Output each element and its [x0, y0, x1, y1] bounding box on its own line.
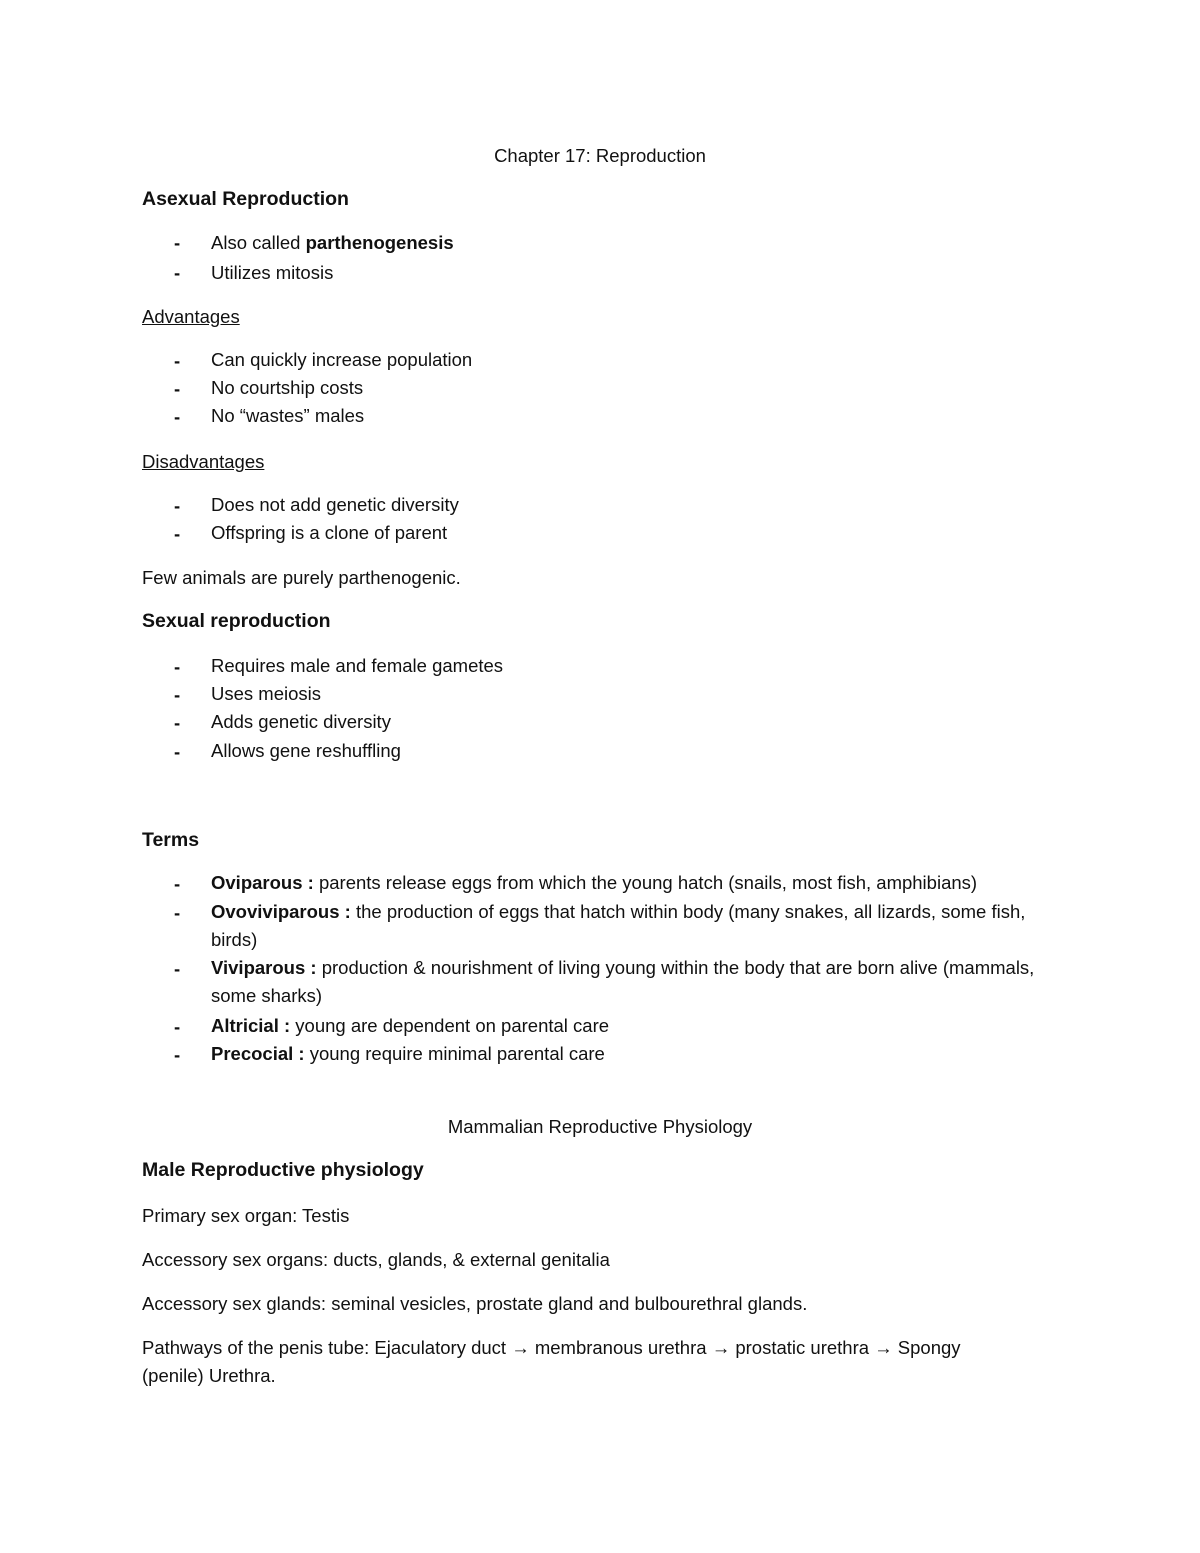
- term-definition: production & nourishment of living young within the body that are born alive (mammals, some sharks): [211, 957, 1035, 1006]
- accessory-sex-glands: Accessory sex glands: seminal vesicles, prostate gland and bulbourethral glands.: [142, 1293, 808, 1314]
- bullet-marker: -: [174, 1044, 181, 1065]
- list-item: Offspring is a clone of parent: [211, 522, 448, 543]
- term-name: Ovoviviparous :: [211, 901, 351, 922]
- bullet-marker: -: [174, 406, 181, 427]
- term-name: Oviparous :: [211, 872, 314, 893]
- bullet-marker: -: [174, 873, 181, 894]
- penis-pathway: Pathways of the penis tube: Ejaculatory duct → membranous urethra → prostatic urethra → Spongy: [142, 1337, 961, 1358]
- bullet-marker: -: [174, 712, 181, 733]
- male-heading: Male Reproductive physiology: [142, 1159, 424, 1181]
- list-item: No courtship costs: [211, 377, 364, 398]
- term-item: [211, 1012, 1041, 1040]
- arrow-right-icon: →: [711, 1337, 731, 1358]
- bullet-marker: -: [174, 232, 181, 253]
- list-item: Does not add genetic diversity: [211, 494, 459, 515]
- bullet-marker: -: [174, 741, 181, 762]
- bullet-marker: -: [174, 1016, 181, 1037]
- term-definition: the production of eggs that hatch within body (many snakes, all lizards, some fish, birds): [211, 901, 1026, 950]
- advantages-heading: Advantages: [142, 306, 240, 327]
- parthenogenic-note: Few animals are purely parthenogenic.: [142, 567, 461, 588]
- list-item: Can quickly increase population: [211, 349, 473, 370]
- bullet-marker: -: [174, 523, 181, 544]
- asexual-heading: Asexual Reproduction: [142, 188, 349, 210]
- term-definition: young are dependent on parental care: [290, 1015, 610, 1036]
- term-item: [211, 898, 1041, 954]
- list-item: Utilizes mitosis: [211, 262, 334, 283]
- term-name: Altricial :: [211, 1015, 291, 1036]
- sexual-heading: Sexual reproduction: [142, 610, 331, 632]
- page-title: Chapter 17: Reproduction: [494, 145, 706, 166]
- term-item: [211, 869, 1041, 897]
- bullet-marker: -: [174, 350, 181, 371]
- term-name: Viviparous :: [211, 957, 317, 978]
- term-definition: parents release eggs from which the young hatch (snails, most fish, amphibians): [313, 872, 978, 893]
- term-item: [211, 954, 1041, 1010]
- terms-heading: Terms: [142, 829, 200, 851]
- bullet-marker: -: [174, 495, 181, 516]
- list-item: Requires male and female gametes: [211, 655, 504, 676]
- primary-sex-organ: Primary sex organ: Testis: [142, 1205, 350, 1226]
- list-item: No “wastes” males: [211, 405, 365, 426]
- list-item: Also called parthenogenesis: [211, 232, 454, 253]
- bold-term: parthenogenesis: [305, 232, 454, 253]
- list-item: Allows gene reshuffling: [211, 740, 401, 761]
- bullet-marker: -: [174, 262, 181, 283]
- penis-pathway-continued: (penile) Urethra.: [142, 1365, 276, 1386]
- list-item: Uses meiosis: [211, 683, 321, 704]
- bullet-marker: -: [174, 684, 181, 705]
- bullet-marker: -: [174, 902, 181, 923]
- term-name: Precocial :: [211, 1043, 305, 1064]
- arrow-right-icon: →: [511, 1337, 530, 1358]
- bullet-marker: -: [174, 958, 181, 979]
- term-definition: young require minimal parental care: [304, 1043, 605, 1064]
- accessory-sex-organs: Accessory sex organs: ducts, glands, & external genitalia: [142, 1249, 610, 1270]
- section-title: Mammalian Reproductive Physiology: [447, 1116, 753, 1137]
- arrow-right-icon: →: [874, 1337, 893, 1358]
- list-item: Adds genetic diversity: [211, 711, 391, 732]
- term-item: [211, 1040, 1041, 1068]
- bullet-marker: -: [174, 378, 181, 399]
- disadvantages-heading: Disadvantages: [142, 451, 265, 472]
- bullet-marker: -: [174, 656, 181, 677]
